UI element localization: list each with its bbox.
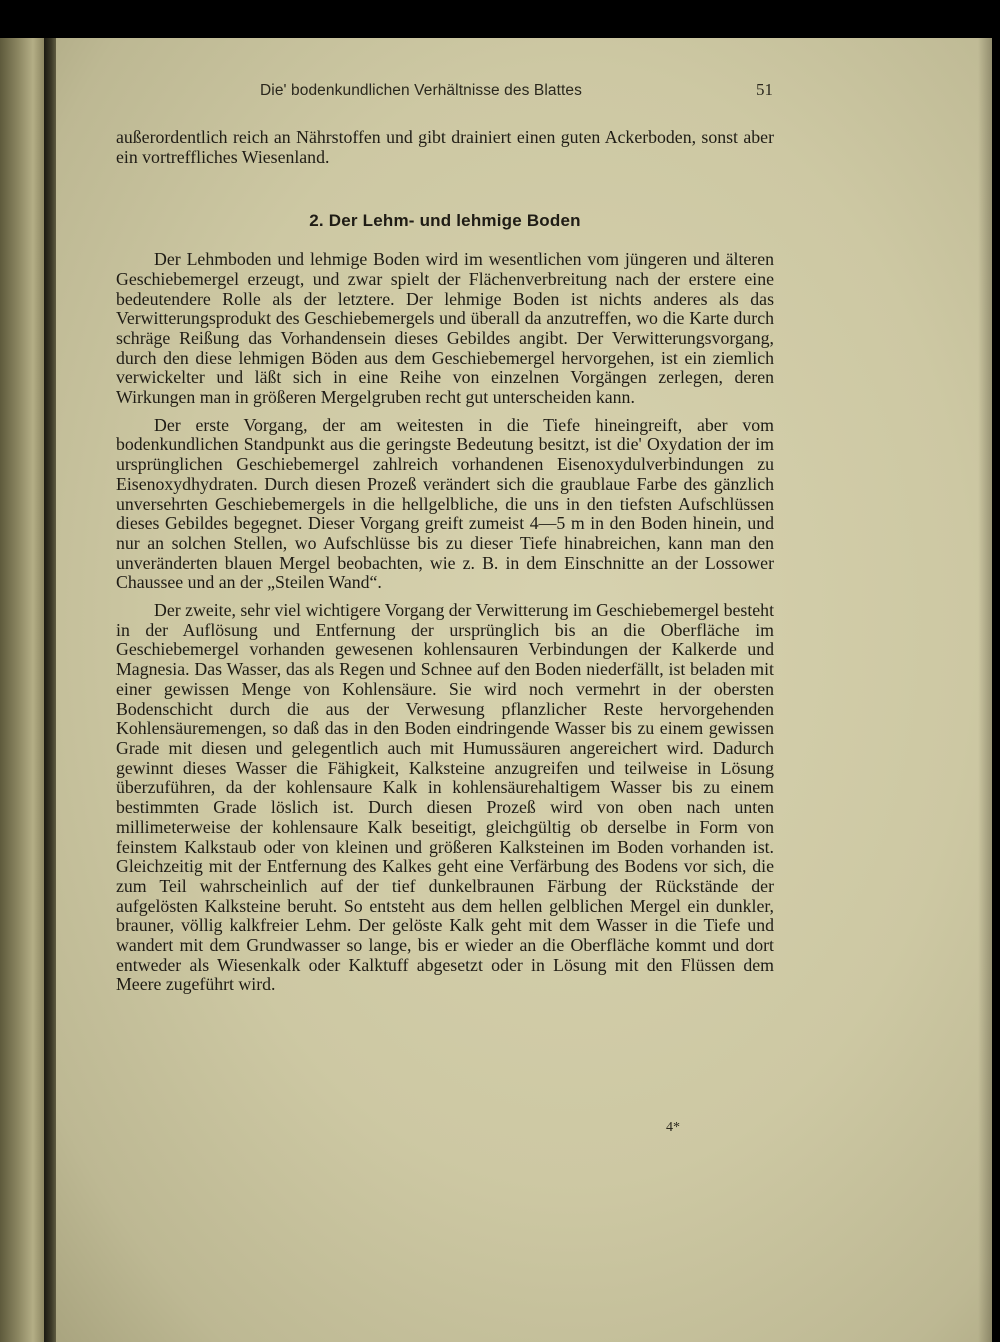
printer-signature-mark: 4*	[666, 1120, 680, 1135]
paragraph-3: Der zweite, sehr viel wichtigere Vorgang der Verwitterung im Geschiebemergel besteht in der Auflösung und Entfernung der ursprünglich bis an die Oberfläche im Geschiebemergel vorhanden gewesenen kohlensauren Verbindungen der Kalkerde und Magnesia. Das Wasser, das als Regen und Schnee auf den Boden niederfällt, ist beladen mit einer gewissen Menge von Kohlensäure. Sie wird noch vermehrt in der obersten Bodenschicht durch die aus der Verwesung pflanzlicher Reste hervorgehenden Kohlensäuremengen, so daß das in den Boden eindringende Wasser bis zu einem gewissen Grade mit diesen und gelegentlich auch mit Humussäuren angereichert wird. Dadurch gewinnt dieses Wasser die Fähigkeit, Kalksteine anzugreifen und teilweise in Lösung überzuführen, da der kohlensaure Kalk in kohlensäurehaltigem Wasser bis zu einem bestimmten Grade löslich ist. Durch diesen Prozeß wird von oben nach unten millimeterweise der kohlensaure Kalk beseitigt, gleichgültig ob derselbe in Form von feinstem Kalkstaub oder von kleinen und größeren Kalksteinen im Boden vorhanden ist. Gleichzeitig mit der Entfernung des Kalkes geht eine Verfärbung des Bodens vor sich, die zum Teil wahrscheinlich auf der tief dunkelbraunen Färbung der Rückstände der aufgelösten Kalksteine beruht. So entsteht aus dem hellen gelblichen Mergel ein dunkler, brauner, völlig kalkfreier Lehm. Der gelöste Kalk geht mit dem Wasser in die Tiefe und wandert mit dem Grundwasser so lange, bis er wieder an die Oberfläche kommt und dort entweder als Wiesenkalk oder Kalktuff abgesetzt oder in Lösung mit den Flüssen dem Meere zugeführt wird.	[116, 600, 775, 995]
page-number: 51	[756, 80, 773, 99]
body-text	[116, 128, 774, 995]
paragraph-1: Der Lehmboden und lehmige Boden wird im wesentlichen vom jüngeren und älteren Geschiebemergel erzeugt, und zwar spielt der Flächenverbreitung nach der erstere eine bedeutendere Rolle als der letztere. Der lehmige Boden ist nichts anderes als das Verwitterungsprodukt des Geschiebemergels und überall da anzutreffen, wo die Karte durch schräge Reißung das Vorhandensein dieses Gebildes angibt. Der Verwitterungsvorgang, durch den diese lehmigen Böden aus dem Geschiebemergel hervorgehen, ist ein ziemlich verwickelter und läßt sich in eine Reihe von einzelnen Vorgängen zerlegen, deren Wirkungen man in größeren Mergelgruben recht gut unterscheiden kann.	[116, 249, 774, 408]
paragraph-2: Der erste Vorgang, der am weitesten in die Tiefe hineingreift, aber vom bodenkundlichen Standpunkt aus die geringste Bedeutung besitzt, ist die' Oxydation der im ursprünglichen Geschiebemergel zahlreich vorhandenen Eisenoxydulverbindungen zu Eisenoxydhydraten. Durch diesen Prozeß verändert sich die graublaue Farbe des gänzlich unversehrten Geschiebemergels in die hellgelbliche, die uns in den tiefsten Aufschlüssen dieses Gebildes begegnet. Dieser Vorgang greift zumeist 4—5 m in den Boden hinein, und nur an solchen Stellen, wo Aufschlüsse bis zu dieser Tiefe hinabreichen, kann man den unveränderten blauen Mergel beobachten, wie z. B. in dem Einschnitte an der Lossower Chaussee und an der „Steilen Wand“.	[116, 414, 774, 593]
intro-paragraph: außerordentlich reich an Nährstoffen und gibt drainiert einen guten Ackerboden, sonst aber ein vortreffliches Wiesenland.	[116, 127, 774, 167]
section-heading: 2. Der Lehm- und lehmige Boden	[309, 211, 581, 231]
section-spacer	[116, 167, 774, 211]
running-header: Die' bodenkundlichen Verhältnisse des Blattes	[260, 82, 582, 99]
page-edge-shadow	[978, 38, 992, 1342]
left-page-edge	[0, 38, 44, 1342]
